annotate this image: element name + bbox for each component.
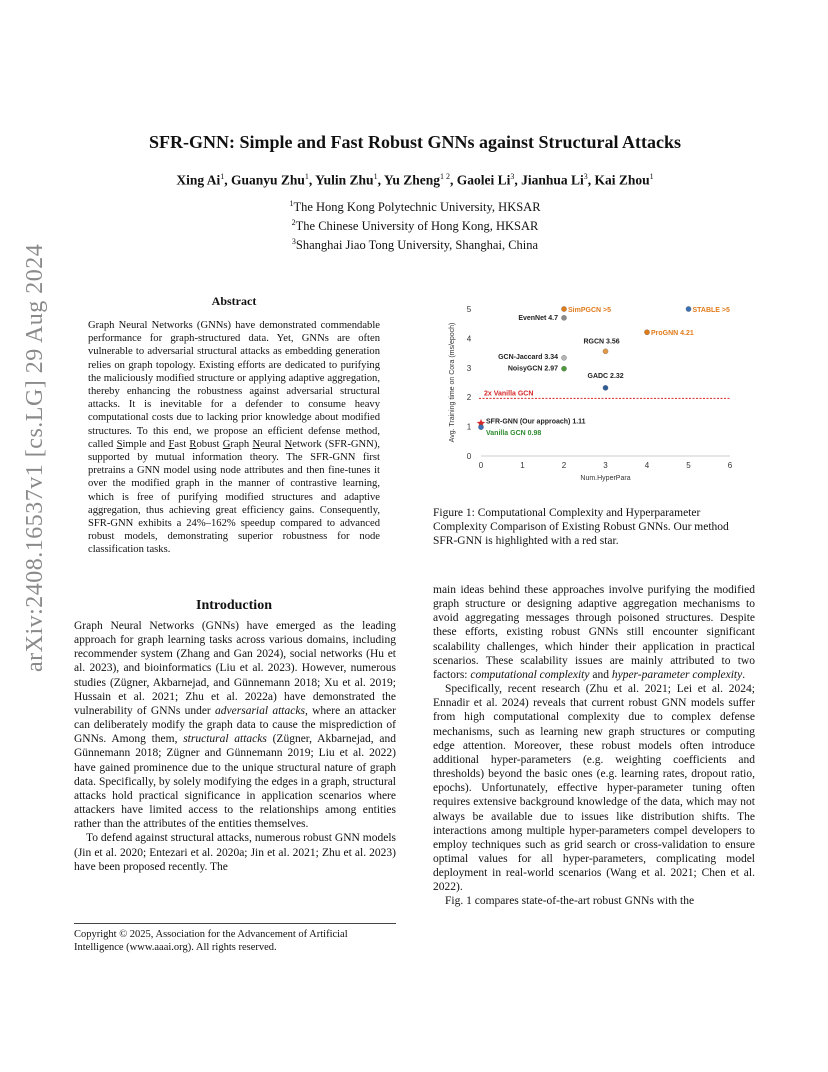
x-tick-label: 3: [603, 461, 608, 470]
y-tick-label: 1: [466, 422, 472, 432]
right-paragraph-2: Specifically, recent research (Zhu et al. 2021; Lei et al. 2024; Ennadir et al. 2024) reveals that current robust GNN models suffer from high computational complexity due to complex defense mechanisms, such as learning new graph structures or computing edge attention. Moreover, these robust models often introduce additional hyper-parameters (e.g. weighting coefficients and thresholds) beyond the basic ones (e.g. learning rates, dropout ratio, epochs). Unfortunately, effective hyper-parameter tuning often requires extensive background knowledge of the data, which may not always be available due to issues like distribution shifts. The interactions among multiple hyper-parameters compel developers to employ techniques such as grid search or cross-validation to ensure optimal values for all hyper-parameters, complicating model deployment in real-world scenarios (Wang et al. 2021; Chen et al. 2022).: [433, 683, 755, 894]
data-point: [561, 306, 566, 311]
author-name: Xing Ai: [176, 172, 221, 188]
affiliation: $^1$The Hong Kong Polytechnic University, HKSAR: [289, 199, 541, 215]
data-point-label: GCN-Jaccard 3.34: [498, 353, 558, 361]
x-tick-label: 5: [686, 461, 691, 470]
right-column-body: [433, 583, 755, 909]
x-tick-label: 0: [478, 461, 484, 470]
data-point-label: GADC 2.32: [587, 372, 624, 380]
data-point: [561, 366, 566, 371]
x-tick-label: 1: [520, 461, 525, 470]
figure-1-caption: Figure 1: Computational Complexity and Hyperparameter Complexity Comparison of Existing Robust GNNs. Our method SFR-GNN is highlighted with a red star.: [433, 507, 729, 548]
data-point-label: STABLE >5: [692, 307, 730, 314]
author-name: Jianhua Li: [521, 172, 584, 188]
data-point: [644, 330, 649, 335]
x-tick-label: 6: [727, 461, 733, 470]
data-point: [561, 315, 566, 320]
author-name: Gaolei Li: [456, 172, 511, 188]
author-name: Kai Zhou: [594, 172, 650, 188]
data-point-label: NoisyGCN 2.97: [507, 365, 558, 373]
author-affiliation-mark: 3: [583, 172, 588, 181]
data-point-label: Vanilla GCN 0.98: [486, 430, 542, 438]
author-affiliation-mark: 1: [220, 172, 225, 181]
x-tick-label: 4: [644, 461, 650, 470]
data-point: [603, 385, 608, 390]
introduction-heading: Introduction: [196, 598, 272, 613]
data-point-label: EvenNet 4.7: [518, 314, 558, 322]
data-point: [561, 355, 566, 360]
author-affiliation-mark: 1: [304, 172, 309, 181]
data-point: [603, 349, 608, 354]
y-tick-label: 2: [466, 393, 472, 403]
author-name: Yulin Zhu: [315, 172, 374, 188]
y-axis-title: Avg. Training time on Cora (ms/epoch): [449, 322, 456, 443]
right-paragraph-1: main ideas behind these approaches involve purifying the modified graph structure or designing adaptive aggregation mechanisms to avoid aggregating messages through poisoned structures. Despite these efforts, existing robust GNNs still encounter significant scalability challenges, which hinder their application in practical scenarios. These scalability issues are mainly attributed to two factors: computational complexity and hyper-parameter complexity.: [433, 584, 755, 681]
abstract-heading: Abstract: [211, 294, 257, 308]
introduction-body: [74, 619, 396, 874]
data-point: [478, 425, 483, 430]
x-axis-title: Num.HyperPara: [580, 475, 631, 482]
author-affiliation-mark: 3: [510, 172, 515, 181]
author-name: Guanyu Zhu: [230, 172, 305, 188]
x-tick-label: 2: [561, 461, 567, 470]
abstract-text: Graph Neural Networks (GNNs) have demonstrated commendable performance for graph-structured data. Yet, GNNs are often vulnerable to adversarial structural attacks as embedding generation relies on graph topology. Existing efforts are dedicated to purifying the maliciously modified structure or applying adaptive aggregation, thereby enhancing the robustness against adversarial structural attacks. It is inevitable for a defender to consume heavy computational costs due to lacking prior knowledge about modified structures. To this end, we propose an efficient defense method, called Simple and Fast Robust Graph Neural Network (SFR-GNN), supported by mutual information theory. The SFR-GNN first pretrains a GNN model using node attributes and then fine-tunes it over the modified graph in the manner of contrastive learning, which is free of purifying modified structures and adaptive aggregation, thus achieving great efficiency gains. Consequently, SFR-GNN exhibits a 24%–162% speedup compared to advanced robust models, demonstrating superior robustness for node classification tasks.: [88, 320, 380, 556]
author-name: Yu Zheng: [383, 172, 440, 188]
y-tick-label: 4: [466, 334, 472, 344]
affiliation: $^3$Shanghai Jiao Tong University, Shanghai, China: [291, 237, 539, 253]
affiliation: $^2$The Chinese University of Hong Kong, HKSAR: [291, 218, 539, 234]
copyright-notice: Copyright © 2025, Association for the Advancement of Artificial Intelligence (www.aaai.org). All rights reserved.: [74, 923, 396, 954]
scatter-plot: [440, 295, 750, 490]
y-tick-label: 5: [466, 305, 472, 314]
arxiv-stamp: arXiv:2408.16537v1 [cs.LG] 29 Aug 2024: [22, 243, 48, 672]
data-point-label: ProGNN 4.21: [651, 330, 694, 338]
data-point: [686, 306, 691, 311]
paper-title: SFR-GNN: Simple and Fast Robust GNNs against Structural Attacks: [148, 132, 682, 152]
author-affiliation-mark: 1 2: [439, 172, 450, 181]
data-point-label: RGCN 3.56: [583, 338, 620, 346]
author-affiliation-mark: 1: [649, 172, 654, 181]
y-tick-label: 3: [466, 363, 472, 373]
author-list: Xing Ai$^1$, Guanyu Zhu$^1$, Yulin Zhu$^1$, Yu Zheng$^{1 2}$, Gaolei Li$^3$, Jianhua Li$^3$, Kai Zhou$^1$: [176, 172, 654, 188]
intro-paragraph-1: Graph Neural Networks (GNNs) have emerged as the leading approach for graph learning tasks across various domains, including recommender system (Zhang and Gan 2024), social networks (Hu et al. 2023), and bioinformatics (Liu et al. 2023). However, numerous studies (Zügner, Akbarnejad, and Günnemann 2018; Xu et al. 2019; Hussain et al. 2021; Zhu et al. 2022a) have demonstrated the vulnerability of GNNs under adversarial attacks, where an attacker can deliberately modify the graph data to cause the misprediction of GNNs. Among them, structural attacks (Zügner, Akbarnejad, and Günnemann 2018; Zügner and Günnemann 2019; Liu et al. 2022) have gained prominence due to the unique structural nature of graph data. Specifically, by solely modifying the edges in a graph, structural attacks hold practical significance in application scenarios where attackers have limited access to the relationships among entities rather than the attributes of the entities themselves.: [74, 620, 396, 831]
affiliation-list: [74, 196, 756, 253]
right-paragraph-3: Fig. 1 compares state-of-the-art robust GNNs with the: [445, 895, 695, 908]
reference-line-label: 2x Vanilla GCN: [484, 390, 534, 398]
figure-1-chart: [440, 295, 750, 490]
y-tick-label: 0: [466, 452, 472, 461]
data-point-label: SimPGCN >5: [568, 307, 611, 314]
intro-paragraph-2: To defend against structural attacks, numerous robust GNN models (Jin et al. 2020; Entezari et al. 2020a; Jin et al. 2021; Zhu et al. 2023) have been proposed recently. The: [74, 832, 396, 873]
data-point-label: SFR-GNN (Our approach) 1.11: [486, 418, 586, 426]
author-affiliation-mark: 1: [373, 172, 378, 181]
